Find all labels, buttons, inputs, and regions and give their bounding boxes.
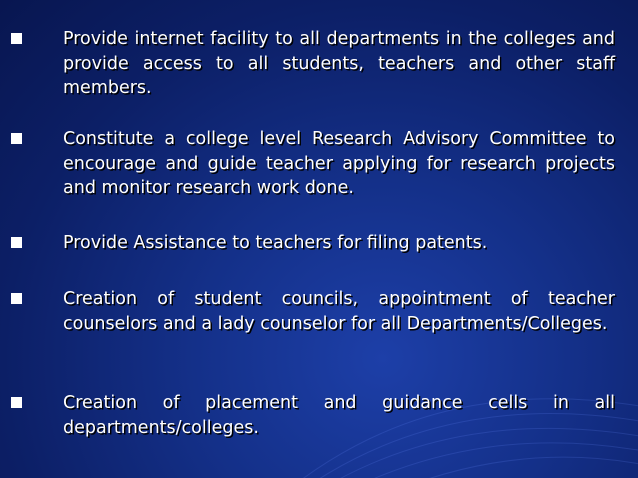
- square-bullet-icon: [11, 133, 22, 144]
- bullet-text: Creation of placement and guidance cells in all departments/colleges.: [63, 393, 615, 438]
- square-bullet-icon: [11, 397, 22, 408]
- square-bullet-icon: [11, 33, 22, 44]
- bullet-text: Provide internet facility to all departments in the colleges and provide access to all students, teachers and other staff members.: [63, 29, 615, 98]
- bullet-text: Constitute a college level Research Advisory Committee to encourage and guide teacher applying for research projects and monitor research work done.: [63, 129, 615, 198]
- square-bullet-icon: [11, 293, 22, 304]
- bullet-text: Creation of student councils, appointment of teacher counselors and a lady counselor for all Departments/Colleges.: [63, 289, 615, 334]
- bullet-text: Provide Assistance to teachers for filing patents.: [63, 233, 488, 253]
- square-bullet-icon: [11, 237, 22, 248]
